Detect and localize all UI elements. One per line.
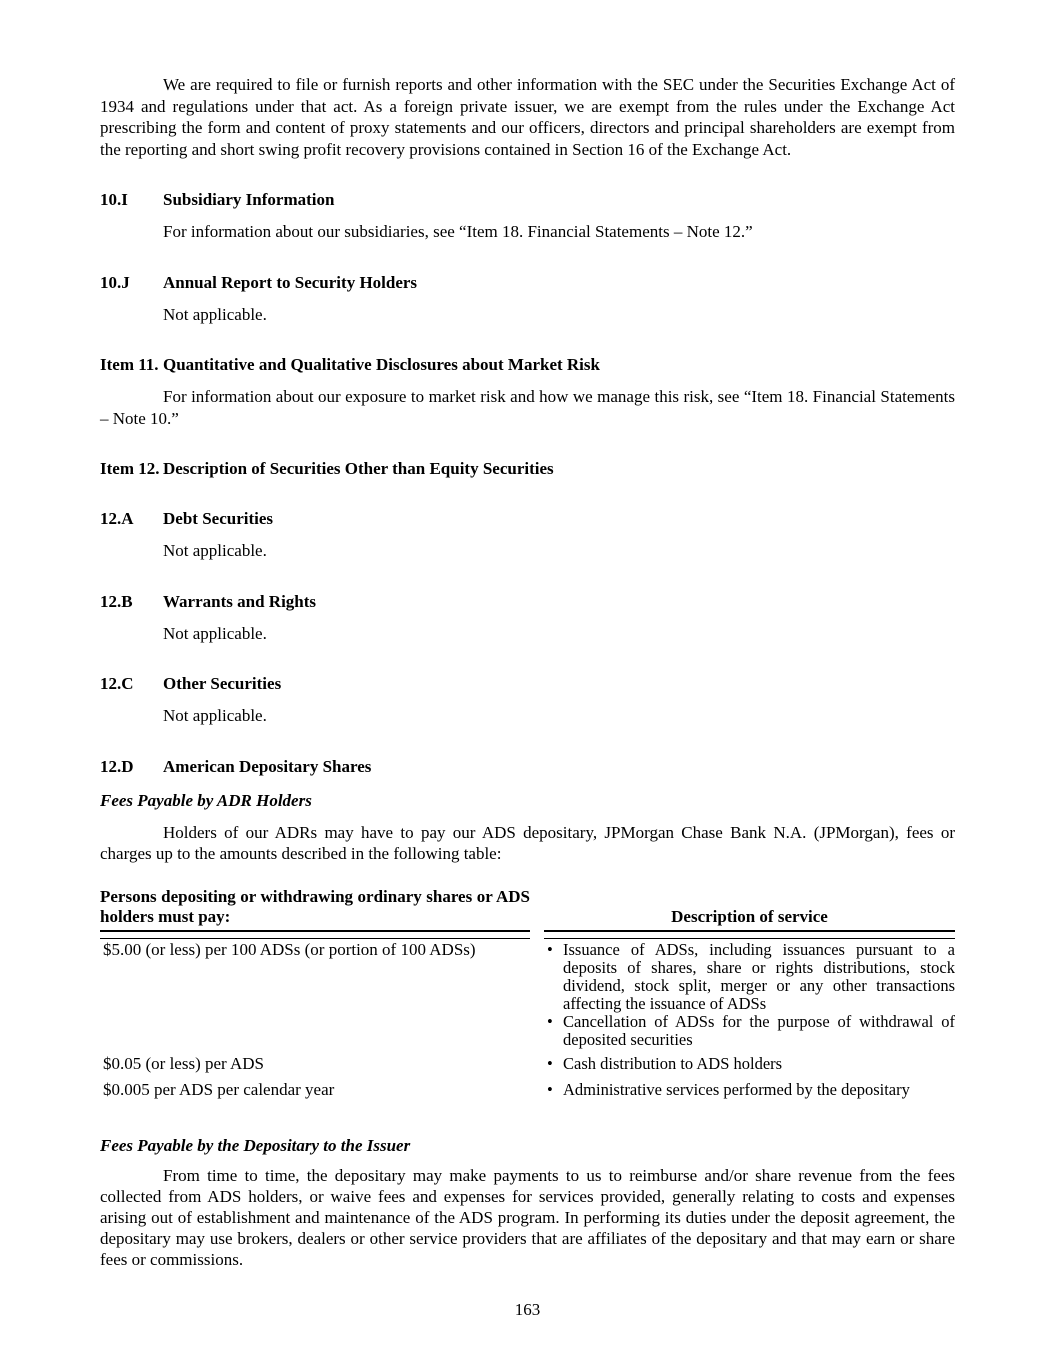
table-row — [100, 941, 955, 1049]
fees-table-col2-header: Description of service — [544, 907, 955, 939]
service-descriptions — [544, 1055, 955, 1073]
section-body: Not applicable. — [163, 304, 267, 324]
service-item: • Issuance of ADSs, including issuances pursuant to a deposits of shares, share or rights distributions, stock dividend, stock split, merger or any other transactions affecting the issuance of ADSs — [544, 941, 955, 1013]
section-label: 12.D — [100, 756, 134, 776]
fee-amount: $5.00 (or less) per 100 ADSs (or portion of 100 ADSs) — [103, 939, 476, 959]
section-title: American Depositary Shares — [163, 756, 372, 776]
fee-amount: $0.005 per ADS per calendar year — [103, 1079, 335, 1099]
fees-depositary-body: From time to time, the depositary may make payments to us to reimburse and/or share revenue from the fees collected from ADS holders, or waive fees and expenses for services provided, generally relating to costs and expenses arising out of establishment and maintenance of the ADS program. In performing its duties under the deposit agreement, the depositary may use brokers, dealers or other service providers that are affiliates of the depositary and that may earn or share fees or commissions. — [100, 1165, 955, 1269]
section-body: Not applicable. — [163, 623, 267, 643]
fees-adr-heading: Fees Payable by ADR Holders — [100, 790, 312, 810]
page-number: 163 — [514, 1300, 541, 1319]
section-label: Item 12. — [100, 459, 160, 478]
intro-paragraph: We are required to file or furnish reports and other information with the SEC under the Securities Exchange Act of 1934 and regulations under that act. As a foreign private issuer, we are exempt from the rules under the Exchange Act prescribing the form and content of proxy statements and our officers, directors and principal shareholders are exempt from the reporting and short swing profit recovery provisions contained in Section 16 of the Exchange Act. — [100, 75, 955, 159]
section-label: 10.I — [100, 190, 128, 209]
section-item11 — [100, 354, 955, 429]
section-body: Not applicable. — [163, 541, 267, 560]
fees-depositary-heading: Fees Payable by the Depositary to the Issuer — [100, 1135, 411, 1155]
table-row — [100, 1055, 955, 1073]
section-label: 12.B — [100, 591, 133, 611]
section-heading — [100, 756, 955, 777]
section-body: Not applicable. — [163, 706, 267, 725]
section-body: For information about our exposure to market risk and how we manage this risk, see “Item 18. Financial Statements – Note 10.” — [100, 387, 955, 428]
section-title: Quantitative and Qualitative Disclosures about Market Risk — [163, 355, 600, 374]
service-item: • Cash distribution to ADS holders — [544, 1055, 955, 1073]
section-heading — [100, 508, 955, 529]
section-heading — [100, 272, 955, 293]
fees-table — [100, 887, 955, 1099]
section-title: Debt Securities — [163, 509, 274, 528]
fees-table-header-row — [100, 887, 955, 939]
section-title: Description of Securities Other than Equity Securities — [163, 459, 554, 478]
section-heading — [100, 354, 955, 375]
section-10i — [100, 189, 955, 243]
section-heading — [100, 458, 955, 479]
section-12d — [100, 756, 955, 777]
fee-amount: $0.05 (or less) per ADS — [103, 1053, 265, 1073]
section-12c — [100, 673, 955, 727]
section-heading — [100, 189, 955, 210]
service-descriptions — [544, 1081, 955, 1099]
section-label: Item 11. — [100, 355, 159, 374]
fees-table-col1-header: Persons depositing or withdrawing ordinary shares or ADS holders must pay: — [100, 887, 530, 939]
section-title: Subsidiary Information — [163, 190, 335, 209]
section-heading — [100, 591, 955, 612]
service-item: • Cancellation of ADSs for the purpose of withdrawal of deposited securities — [544, 1013, 955, 1049]
section-label: 12.C — [100, 674, 134, 693]
table-row — [100, 1081, 955, 1099]
section-12a — [100, 508, 955, 562]
section-title: Other Securities — [163, 674, 282, 693]
service-descriptions — [544, 941, 955, 1049]
section-title: Warrants and Rights — [163, 591, 317, 611]
section-title: Annual Report to Security Holders — [163, 272, 418, 292]
section-heading — [100, 673, 955, 694]
service-item: • Administrative services performed by the depositary — [544, 1081, 955, 1099]
section-label: 10.J — [100, 272, 130, 292]
section-label: 12.A — [100, 509, 134, 528]
section-body: For information about our subsidiaries, see “Item 18. Financial Statements – Note 12.” — [163, 222, 753, 241]
section-item12 — [100, 458, 955, 479]
section-12b — [100, 591, 955, 645]
section-10j — [100, 272, 955, 326]
fees-adr-intro: Holders of our ADRs may have to pay our ADS depositary, JPMorgan Chase Bank N.A. (JPMorgan), fees or charges up to the amounts described in the following table: — [100, 822, 955, 863]
